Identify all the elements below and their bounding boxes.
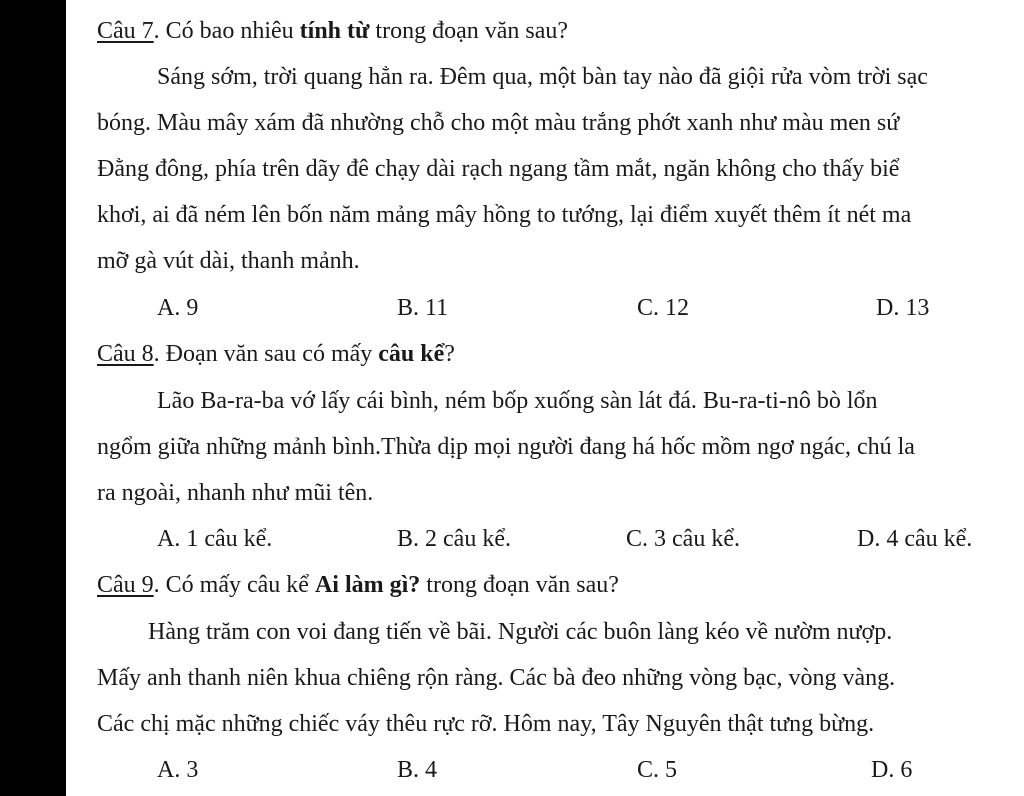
q9-option-d[interactable]: D. 6 — [871, 757, 913, 783]
q7-passage-line: khơi, ai đã ném lên bốn năm mảng mây hồng to tướng, lại điểm xuyết thêm ít nét ma — [97, 202, 912, 228]
left-border-bar — [0, 0, 66, 796]
q7-option-c[interactable]: C. 12 — [637, 295, 690, 321]
question-7-heading: Câu 7. Có bao nhiêu tính từ trong đoạn văn sau? — [97, 18, 569, 44]
question-8-keyword: câu kể — [378, 341, 445, 367]
question-9-keyword: Ai làm gì? — [314, 572, 421, 598]
q9-option-c[interactable]: C. 5 — [637, 757, 678, 783]
question-8-heading: Câu 8. Đoạn văn sau có mấy câu kể? — [97, 341, 455, 367]
q8-passage-line: ra ngoài, nhanh như mũi tên. — [97, 480, 374, 506]
q9-option-a[interactable]: A. 3 — [157, 757, 199, 783]
q8-option-b[interactable]: B. 2 câu kể. — [397, 526, 511, 552]
q8-option-d[interactable]: D. 4 câu kể. — [857, 526, 973, 552]
q8-option-a[interactable]: A. 1 câu kể. — [157, 526, 273, 552]
question-9-number: Câu 9 — [97, 572, 154, 598]
q9-passage-line: Các chị mặc những chiếc váy thêu rực rỡ. Hôm nay, Tây Nguyên thật tưng bừng. — [97, 711, 875, 737]
q9-passage-line: Hàng trăm con voi đang tiến về bãi. Người các buôn làng kéo về nườm nượp. — [148, 619, 893, 645]
question-7-keyword: tính từ — [299, 18, 370, 44]
q7-passage-line: mỡ gà vút dài, thanh mảnh. — [97, 248, 360, 274]
question-7-number: Câu 7 — [97, 18, 154, 44]
q7-option-d[interactable]: D. 13 — [876, 295, 930, 321]
q8-passage-line: ngổm giữa những mảnh bình.Thừa dịp mọi người đang há hốc mồm ngơ ngác, chú la — [97, 434, 915, 460]
q7-passage-line: Sáng sớm, trời quang hẳn ra. Đêm qua, một bàn tay nào đã giội rửa vòm trời sạc — [157, 64, 928, 90]
q8-passage-line: Lão Ba-ra-ba vớ lấy cái bình, ném bốp xuống sàn lát đá. Bu-ra-ti-nô bò lổn — [157, 388, 878, 414]
q8-option-c[interactable]: C. 3 câu kể. — [626, 526, 740, 552]
q7-option-a[interactable]: A. 9 — [157, 295, 199, 321]
q7-option-b[interactable]: B. 11 — [397, 295, 449, 321]
q7-passage-line: bóng. Màu mây xám đã nhường chỗ cho một màu trắng phớt xanh như màu men sứ — [97, 110, 900, 136]
q9-option-b[interactable]: B. 4 — [397, 757, 438, 783]
q7-passage-line: Đằng đông, phía trên dãy đê chạy dài rạch ngang tầm mắt, ngăn không cho thấy biể — [97, 156, 900, 182]
q9-passage-line: Mấy anh thanh niên khua chiêng rộn ràng. Các bà đeo những vòng bạc, vòng vàng. — [97, 665, 896, 691]
question-9-heading: Câu 9. Có mấy câu kể Ai làm gì? trong đoạn văn sau? — [97, 572, 619, 598]
question-8-number: Câu 8 — [97, 341, 154, 367]
